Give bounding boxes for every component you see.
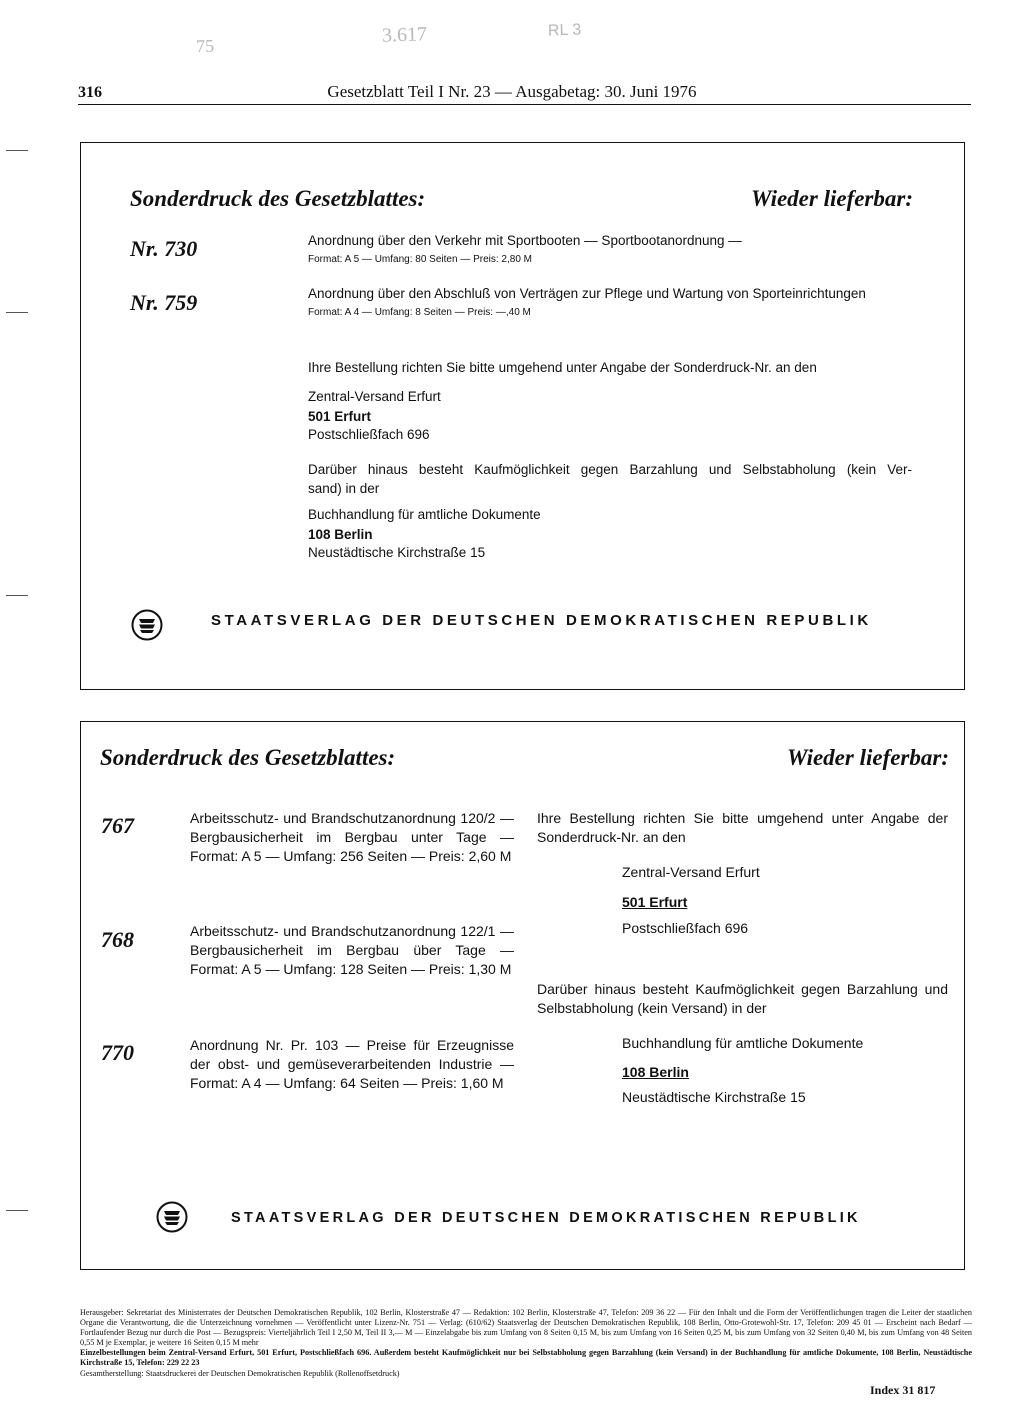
box1-address-city: 501 Erfurt (308, 409, 372, 424)
pencil-mark-number: 3.617 (381, 23, 428, 47)
box1-item-number: Nr. 759 (130, 290, 198, 315)
box2-item-text: Arbeitsschutz- und Brandschutzanordnung 122/1 — Bergbausicherheit im Bergbau über Tage — Format: A 5 — Umfang: 128 Seiten — Preis: 1,30 M (190, 923, 514, 977)
box2-item-number: 770 (101, 1040, 134, 1065)
box2-address-city: 501 Erfurt (622, 894, 688, 910)
margin-mark (6, 1210, 28, 1211)
box1-item-meta: Format: A 5 — Umfang: 80 Seiten — Preis: 2,80 M (308, 254, 532, 265)
imprint-order-info: Einzelbestellungen beim Zentral-Versand Erfurt, 501 Erfurt, Postschließfach 696. Außerdem besteht Kaufmöglichkeit nur bei Selbstabholung gegen Barzahlung (kein Versand) in der Buchhandlung für amtliche Dokumente, 108 Berlin, Neustädtische Kirchstraße 15, Telefon: 229 22 23 (80, 1348, 972, 1368)
box1-item-title: Anordnung über den Verkehr mit Sportbooten — Sportbootanordnung — (308, 233, 742, 248)
box2-heading-right: Wieder lieferbar: (786, 745, 949, 770)
box2-publisher-name: STAATSVERLAG DER DEUTSCHEN DEMOKRATISCHEN REPUBLIK (231, 1210, 861, 1226)
staatsverlag-logo-icon (156, 1201, 188, 1233)
box2-item-text: Anordnung Nr. Pr. 103 — Preise für Erzeugnisse der obst- und gemüseverarbeitenden Industrie — Format: A 4 — Umfang: 64 Seiten — Preis: 1,60 M (190, 1037, 514, 1091)
box2-order-text: Ihre Bestellung richten Sie bitte umgehend unter Angabe der Sonderdruck-Nr. an den (537, 810, 948, 845)
pencil-mark-rl: RL 3 (547, 21, 582, 40)
box2-address-name: Zentral-Versand Erfurt (622, 864, 760, 880)
margin-mark (6, 150, 28, 151)
box2-item-number: 767 (101, 813, 134, 838)
imprint (80, 1308, 972, 1379)
box2-shop-city: 108 Berlin (622, 1064, 689, 1080)
box1-item-title: Anordnung über den Abschluß von Verträgen zur Pflege und Wartung von Sporteinrichtungen (308, 286, 866, 301)
box1-address-name: Zentral-Versand Erfurt (308, 389, 441, 404)
index-number: Index 31 817 (870, 1383, 936, 1397)
box1-shop-city: 108 Berlin (308, 527, 373, 542)
imprint-publisher-info: Herausgeber: Sekretariat des Ministerrates der Deutschen Demokratischen Republik, 102 Berlin, Klosterstraße 47 — Redaktion: 102 Berlin, Klosterstraße 47, Telefon: 209 36 22 — Für den Inhalt und die Form der Veröffentlichungen tragen die Leiter der staatlichen Organe die Verantwortung, die die Unterzeichnung vornehmen — Veröffentlicht unter Lizenz-Nr. 751 — Verlag: (610/62) Staatsverlag der Deutschen Demokratischen Republik, 108 Berlin, Otto-Grotewohl-Str. 17, Telefon: 209 45 01 — Erscheint nach Bedarf — Fortlaufender Bezug nur durch die Post — Bezugspreis: Vierteljährlich Teil I 2,50 M, Teil II 3,— M — Einzelabgabe bis zum Umfang von 8 Seiten 0,15 M, bis zum Umfang von 16 Seiten 0,25 M, bis zum Umfang von 32 Seiten 0,40 M, bis zum Umfang von 48 Seiten 0,55 M je Exemplar, je weitere 16 Seiten 0,15 M mehr (80, 1308, 972, 1348)
box1-heading-right: Wieder lieferbar: (750, 186, 913, 211)
advert-box-1 (80, 142, 965, 690)
box1-shop-street: Neustädtische Kirchstraße 15 (308, 545, 486, 560)
page-number: 316 (78, 84, 102, 101)
box1-purchase-text-line2: sand) in der (308, 481, 380, 496)
box2-purchase-text: Darüber hinaus besteht Kaufmöglichkeit gegen Barzahlung und Selbstabholung (kein Versand) in der (537, 981, 948, 1016)
box2-item-text: Arbeitsschutz- und Brandschutzanordnung 120/2 — Bergbausicherheit im Bergbau unter Tage — Format: A 5 — Umfang: 256 Seiten — Preis: 2,60 M (190, 810, 514, 864)
margin-mark (6, 312, 28, 313)
header-rule (78, 104, 971, 105)
staatsverlag-logo-icon (131, 609, 163, 641)
box2-shop-street: Neustädtische Kirchstraße 15 (622, 1089, 806, 1105)
box2-item-number: 768 (101, 927, 134, 952)
box1-heading-left: Sonderdruck des Gesetzblattes: (130, 186, 426, 211)
box2-heading-left: Sonderdruck des Gesetzblattes: (100, 745, 396, 770)
margin-mark (6, 595, 28, 596)
box2-shop-name: Buchhandlung für amtliche Dokumente (622, 1035, 864, 1051)
box2-address-box: Postschließfach 696 (622, 920, 749, 936)
imprint-printer-info: Gesamtherstellung: Staatsdruckerei der Deutschen Demokratischen Republik (Rollenoffsetdruck) (80, 1368, 400, 1378)
box1-publisher-name: STAATSVERLAG DER DEUTSCHEN DEMOKRATISCHEN REPUBLIK (211, 612, 872, 629)
box1-order-text: Ihre Bestellung richten Sie bitte umgehend unter Angabe der Sonderdruck-Nr. an den (308, 360, 817, 375)
box1-purchase-text-line1: Darüber hinaus besteht Kaufmöglichkeit gegen Barzahlung und Selbstabholung (kein Ver- (308, 462, 912, 477)
pencil-mark-75: 75 (195, 35, 215, 57)
box1-item-meta: Format: A 4 — Umfang: 8 Seiten — Preis: —,40 M (308, 307, 531, 318)
box1-address-box: Postschließfach 696 (308, 427, 430, 442)
box1-shop-name: Buchhandlung für amtliche Dokumente (308, 507, 541, 522)
box1-item-number: Nr. 730 (130, 236, 198, 261)
page-header-title: Gesetzblatt Teil I Nr. 23 — Ausgabetag: 30. Juni 1976 (327, 82, 697, 101)
